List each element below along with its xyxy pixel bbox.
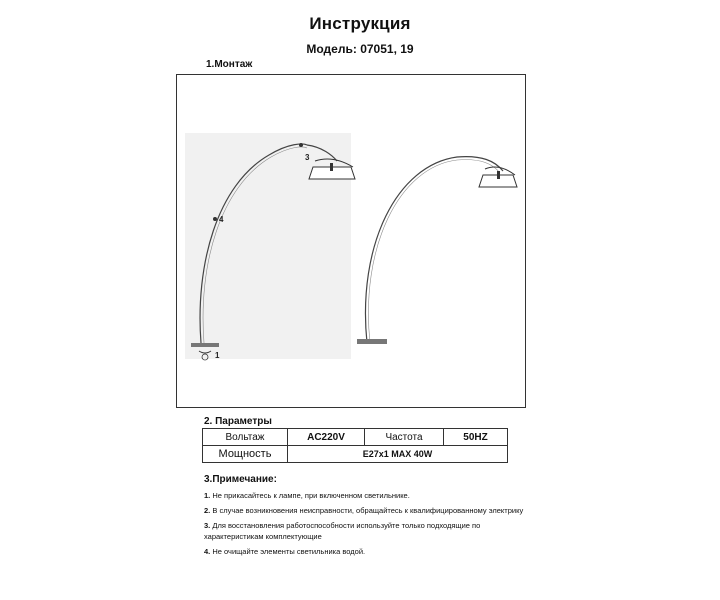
power-value: E27x1 MAX 40W bbox=[288, 446, 508, 463]
model-label: Модель: bbox=[306, 42, 357, 56]
note-item bbox=[204, 520, 524, 542]
left-arc-joint bbox=[299, 143, 303, 147]
voltage-value: AC220V bbox=[288, 429, 365, 446]
callout-4: 4 bbox=[219, 215, 224, 224]
callout-1: 1 bbox=[215, 351, 220, 360]
note-text: Не прикасайтесь к лампе, при включенном светильнике. bbox=[212, 491, 410, 500]
model-line: Модель: 07051, 19 bbox=[306, 42, 414, 56]
params-table bbox=[202, 428, 508, 463]
assembly-diagram-frame bbox=[176, 74, 526, 408]
voltage-label: Вольтаж bbox=[203, 429, 288, 446]
note-item bbox=[204, 546, 524, 557]
note-number: 4. bbox=[204, 547, 211, 556]
note-number: 3. bbox=[204, 521, 211, 530]
left-bulb-holder bbox=[330, 163, 333, 171]
assembly-diagram bbox=[177, 75, 527, 409]
page-title: Инструкция bbox=[309, 14, 411, 33]
params-row-voltage bbox=[203, 429, 508, 446]
section-params-heading: 2. Параметры bbox=[204, 416, 272, 427]
frequency-label: Частота bbox=[365, 429, 444, 446]
callout-3: 3 bbox=[305, 153, 310, 162]
right-bulb-holder bbox=[497, 171, 500, 179]
model-number: 07051 bbox=[360, 42, 394, 56]
note-number: 1. bbox=[204, 491, 211, 500]
params-row-power bbox=[203, 446, 508, 463]
model-variant: 19 bbox=[400, 42, 414, 56]
note-text: Не очищайте элементы светильника водой. bbox=[212, 547, 366, 556]
section-notes-heading: 3.Примечание: bbox=[204, 474, 277, 485]
note-text: Для восстановления работоспособности используйте только подходящие по характеристикам комплектующие bbox=[204, 521, 481, 541]
power-label: Мощность bbox=[203, 446, 288, 463]
note-item bbox=[204, 505, 524, 516]
notes-list bbox=[204, 490, 524, 561]
note-number: 2. bbox=[204, 506, 211, 515]
right-lamp-base bbox=[357, 339, 387, 344]
left-lamp-base bbox=[191, 343, 219, 347]
left-arc-joint-2 bbox=[213, 217, 217, 221]
note-item bbox=[204, 490, 524, 501]
section-assembly-heading: 1.Монтаж bbox=[206, 59, 253, 70]
frequency-value: 50HZ bbox=[444, 429, 508, 446]
note-text: В случае возникновения неисправности, обращайтесь к квалифицированному электрику bbox=[212, 506, 524, 515]
